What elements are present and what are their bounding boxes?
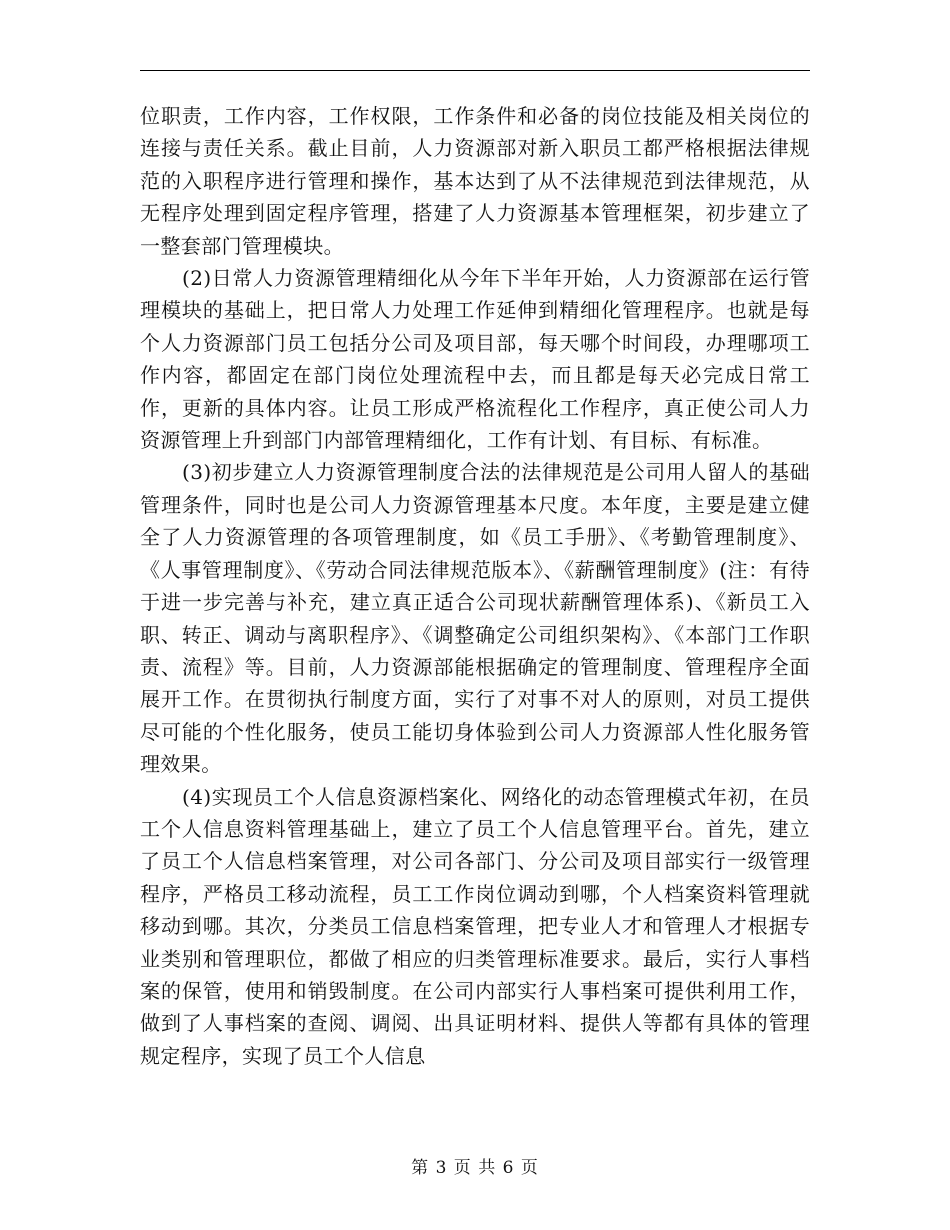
paragraph-3: (3)初步建立人力资源管理制度合法的法律规范是公司用人留人的基础管理条件，同时也是公司人力资源管理基本尺度。本年度，主要是建立健全了人力资源管理的各项管理制度，如《员工手册》、《考勤管理制度》、《人事管理制度》、《劳动合同法律规范版本》、《薪酬管理制度》(注：有待于进一步完善与补充，建立真正适合公司现状薪酬管理体系)、《新员工入职、转正、调动与离职程序》、《调整确定公司组织架构》、《本部门工作职责、流程》等。目前，人力资源部能根据确定的管理制度、管理程序全面展开工作。在贯彻执行制度方面，实行了对事不对人的原则，对员工提供尽可能的个性化服务，使员工能切身体验到公司人力资源部人性化服务管理效果。	[140, 460, 810, 777]
paragraph-2: (2)日常人力资源管理精细化从今年下半年开始，人力资源部在运行管理模块的基础上，把日常人力处理工作延伸到精细化管理程序。也就是每个人力资源部门员工包括分公司及项目部，每天哪个时间段，办理哪项工作内容，都固定在部门岗位处理流程中去，而且都是每天必完成日常工作，更新的具体内容。让员工形成严格流程化工作程序，真正使公司人力资源管理上升到部门内部管理精细化，工作有计划、有目标、有标准。	[140, 266, 810, 453]
page-number-footer: 第 3 页 共 6 页	[411, 1158, 539, 1178]
paragraph-4: (4)实现员工个人信息资源档案化、网络化的动态管理模式年初，在员工个人信息资料管理基础上，建立了员工个人信息管理平台。首先，建立了员工个人信息档案管理，对公司各部门、分公司及项目部实行一级管理程序，严格员工移动流程，员工工作岗位调动到哪，个人档案资料管理就移动到哪。其次，分类员工信息档案管理，把专业人才和管理人才根据专业类别和管理职位，都做了相应的归类管理标准要求。最后，实行人事档案的保管，使用和销毁制度。在公司内部实行人事档案可提供利用工作，做到了人事档案的查阅、调阅、出具证明材料、提供人等都有具体的管理规定程序，实现了员工个人信息	[140, 784, 810, 1068]
header-rule	[140, 70, 810, 71]
document-body	[140, 100, 810, 1072]
paragraph-continued: 位职责，工作内容，工作权限，工作条件和必备的岗位技能及相关岗位的连接与责任关系。截止目前，人力资源部对新入职员工都严格根据法律规范的入职程序进行管理和操作，基本达到了从不法律规范到法律规范，从无程序处理到固定程序管理，搭建了人力资源基本管理框架，初步建立了一整套部门管理模块。	[140, 104, 810, 258]
